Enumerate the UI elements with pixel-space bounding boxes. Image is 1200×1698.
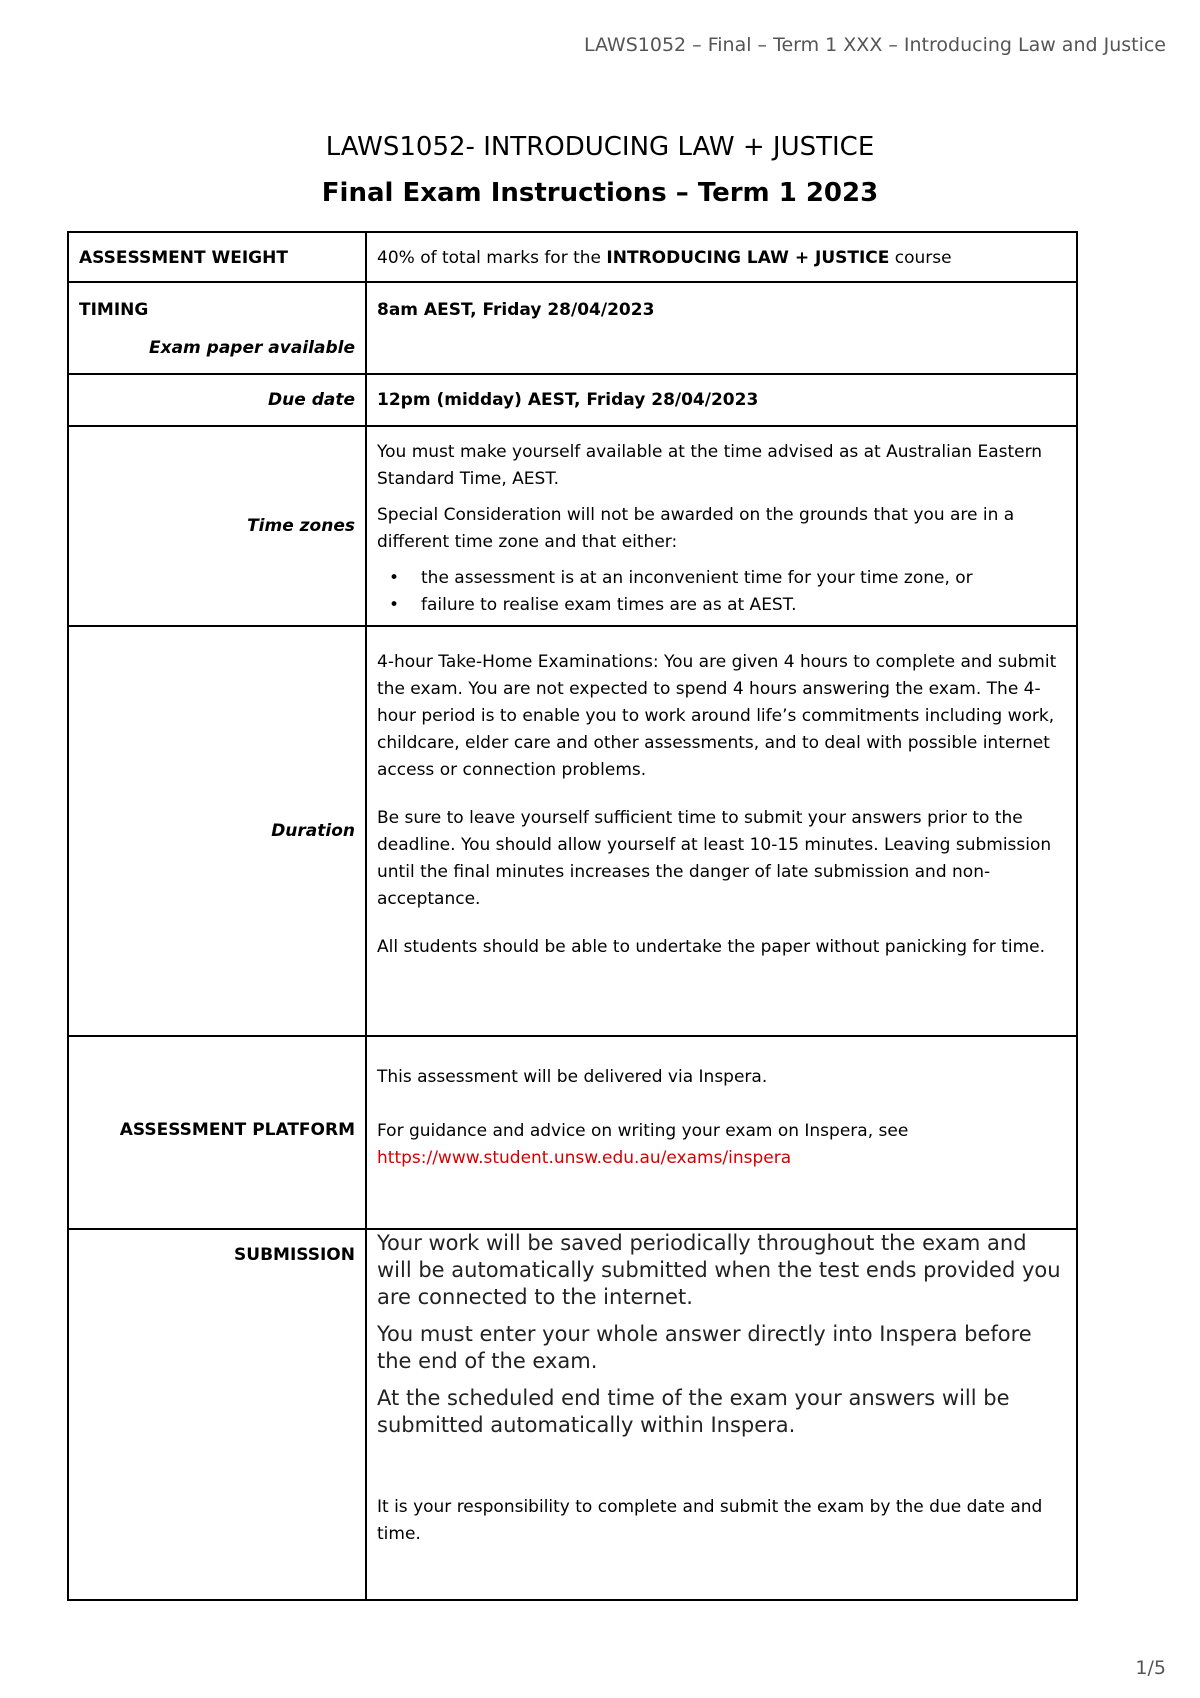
duration-paragraph-3: All students should be able to undertake the paper without panicking for time. (377, 937, 1045, 957)
time-zones-paragraph-1: You must make yourself available at the time advised as at Australian Eastern Standard Time, AEST. (377, 442, 1043, 489)
row-assessment-platform (68, 1036, 1077, 1229)
weight-course-name: INTRODUCING LAW + JUSTICE (606, 248, 890, 268)
due-date-label: Due date (268, 390, 355, 410)
exam-instructions-table (67, 231, 1078, 1601)
content-cell (366, 1036, 1077, 1229)
course-title: LAWS1052- INTRODUCING LAW + JUSTICE (325, 132, 875, 162)
label-cell (68, 1229, 366, 1600)
label-cell (68, 282, 366, 374)
duration-paragraph-2: Be sure to leave yourself sufficient time to submit your answers prior to the deadline. You should allow yourself at least 10-15 minutes. Leaving submission until the final minutes increases the danger of late submission and non-acceptance. (377, 808, 1052, 909)
submission-content (367, 1230, 1076, 1548)
exam-instructions-title: Final Exam Instructions – Term 1 2023 (321, 178, 879, 208)
platform-paragraph-2: For guidance and advice on writing your exam on Inspera, see (377, 1121, 909, 1141)
row-assessment-weight (68, 232, 1077, 282)
bullet-icon: • (389, 595, 400, 615)
row-timing (68, 282, 1077, 374)
label-cell (68, 374, 366, 426)
duration-content (367, 627, 1076, 961)
running-header: LAWS1052 – Final – Term 1 XXX – Introducing Law and Justice (583, 34, 1166, 56)
time-zones-paragraph-2: Special Consideration will not be awarded on the grounds that you are in a different time zone and that either: (377, 505, 1015, 552)
content-cell (366, 426, 1077, 626)
assessment-weight-value (367, 233, 1076, 272)
weight-text-pre: 40% of total marks for the (377, 248, 607, 268)
timing-label-block (69, 283, 365, 362)
assessment-platform-content (367, 1037, 1076, 1172)
bullet-text: failure to realise exam times are as at AEST. (421, 595, 797, 615)
row-submission (68, 1229, 1077, 1600)
label-cell (68, 1036, 366, 1229)
timing-label: TIMING (79, 300, 149, 320)
content-cell (366, 232, 1077, 282)
duration-paragraph-1: 4-hour Take-Home Examinations: You are given 4 hours to complete and submit the exam. You are not expected to spend 4 hours answering the exam. The 4-hour period is to enable you to work around life’s commitments including work, childcare, elder care and other assessments, and to deal with possible internet access or connection problems. (377, 652, 1057, 780)
inspera-guidance-link[interactable]: https://www.student.unsw.edu.au/exams/inspera (377, 1148, 792, 1168)
platform-paragraph-1: This assessment will be delivered via Inspera. (377, 1067, 768, 1087)
title-block (0, 132, 1200, 208)
row-time-zones (68, 426, 1077, 626)
submission-paragraph-3: At the scheduled end time of the exam your answers will be submitted automatically within Inspera. (377, 1386, 1010, 1437)
bullet-icon: • (389, 568, 400, 588)
content-cell (366, 1229, 1077, 1600)
row-duration (68, 626, 1077, 1036)
duration-label: Duration (271, 820, 355, 841)
time-zones-bullet-list (377, 565, 1066, 619)
bullet-text: the assessment is at an inconvenient time for your time zone, or (421, 568, 973, 588)
exam-paper-available-label: Exam paper available (148, 338, 355, 358)
assessment-weight-label: ASSESSMENT WEIGHT (79, 248, 288, 268)
submission-paragraph-4: It is your responsibility to complete and submit the exam by the due date and time. (377, 1497, 1043, 1544)
label-cell (68, 232, 366, 282)
row-due-date (68, 374, 1077, 426)
page-number: 1/5 (1135, 1657, 1166, 1679)
content-cell (366, 282, 1077, 374)
label-cell (68, 426, 366, 626)
time-zones-label: Time zones (247, 515, 355, 536)
submission-paragraph-1: Your work will be saved periodically throughout the exam and will be automatically submitted when the test ends provided you are connected to the internet. (377, 1231, 1061, 1309)
due-date-value: 12pm (midday) AEST, Friday 28/04/2023 (377, 390, 759, 410)
assessment-platform-label: ASSESSMENT PLATFORM (119, 1120, 355, 1140)
timing-value: 8am AEST, Friday 28/04/2023 (377, 300, 655, 320)
weight-text-post: course (889, 248, 952, 268)
label-cell (68, 626, 366, 1036)
list-item (377, 565, 1066, 592)
content-cell (366, 374, 1077, 426)
list-item (377, 592, 1066, 619)
time-zones-content (367, 427, 1076, 619)
submission-label: SUBMISSION (234, 1245, 355, 1265)
submission-paragraph-2: You must enter your whole answer directly into Inspera before the end of the exam. (377, 1322, 1032, 1373)
content-cell (366, 626, 1077, 1036)
